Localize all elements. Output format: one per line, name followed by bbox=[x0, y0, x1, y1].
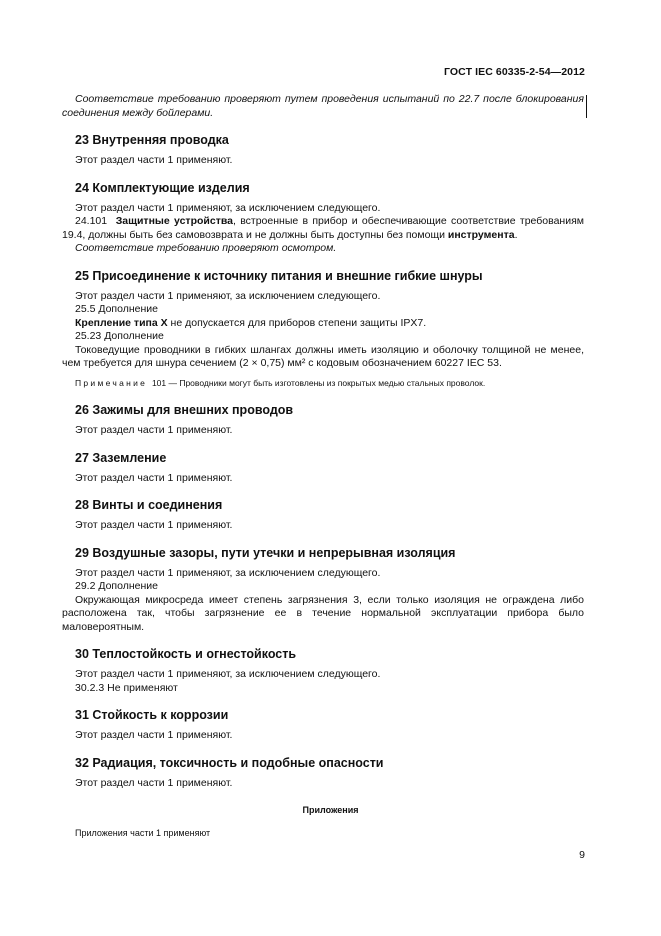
section-title: 24 Комплектующие изделия bbox=[75, 180, 250, 195]
page-number: 9 bbox=[579, 849, 585, 861]
section-text: Этот раздел части 1 применяют, за исключением следующего. bbox=[75, 566, 381, 579]
section-29 bbox=[62, 545, 584, 635]
section-28 bbox=[62, 497, 584, 533]
clause-24-101: 24.101 Защитные устройства, встроенные в прибор и обеспечивающие соответствие требованиям 19.4, должны быть без самовозврата и не должны быть доступны без помощи инструмента. bbox=[62, 215, 585, 241]
section-title: 28 Винты и соединения bbox=[75, 498, 223, 512]
section-text: Этот раздел части 1 применяют. bbox=[75, 424, 233, 436]
intro-paragraph: Соответствие требованию проверяют путем проведения испытаний по 22.7 после блокирования соединения между бойлерами. bbox=[62, 93, 584, 119]
section-text: Этот раздел части 1 применяют, за исключением следующего. bbox=[75, 668, 381, 680]
section-24 bbox=[62, 180, 584, 256]
section-31 bbox=[62, 707, 584, 743]
section-title: 31 Стойкость к коррозии bbox=[75, 708, 229, 722]
appendix-title: Приложения bbox=[302, 805, 359, 815]
section-text: Этот раздел части 1 применяют, за исключением следующего. bbox=[75, 201, 381, 214]
section-text: Этот раздел части 1 применяют. bbox=[75, 776, 233, 789]
change-bar bbox=[586, 95, 587, 118]
clause-29-2-heading: 29.2 Дополнение bbox=[75, 580, 158, 592]
section-text: Этот раздел части 1 применяют. bbox=[75, 519, 233, 531]
section-title: 26 Зажимы для внешних проводов bbox=[75, 403, 294, 417]
note-101: Примечание 101 — Проводники могут быть изготовлены из покрытых медью стальных проволок. bbox=[75, 377, 486, 388]
document-header: ГОСТ IEC 60335-2-54—2012 bbox=[443, 66, 585, 78]
section-title: 30 Теплостойкость и огнестойкость bbox=[75, 647, 297, 661]
section-text: Этот раздел части 1 применяют. bbox=[75, 471, 233, 484]
document-body bbox=[62, 93, 584, 790]
appendix-text: Приложения части 1 применяют bbox=[75, 828, 211, 838]
clause-25-23-heading: 25.23 Дополнение bbox=[75, 330, 164, 342]
section-27 bbox=[62, 450, 584, 486]
compliance-check: Соответствие требованию проверяют осмотром. bbox=[75, 242, 337, 254]
section-30 bbox=[62, 646, 584, 695]
section-title: 32 Радиация, токсичность и подобные опасности bbox=[75, 755, 384, 770]
section-23 bbox=[62, 132, 584, 168]
section-text: Этот раздел части 1 применяют. bbox=[75, 729, 233, 741]
clause-25-5-heading: 25.5 Дополнение bbox=[75, 303, 158, 315]
section-title: 27 Заземление bbox=[75, 450, 167, 465]
clause-29-2-text: Окружающая микросреда имеет степень загрязнения 3, если только изоляция не ограждена либо расположена так, чтобы загрязнение ее в течение нормальной эксплуатации прибора было маловероятным. bbox=[62, 593, 584, 633]
clause-25-5-text: Крепление типа X не допускается для приборов степени защиты IPX7. bbox=[75, 316, 427, 329]
section-25 bbox=[62, 268, 584, 391]
section-text: Этот раздел части 1 применяют, за исключением следующего. bbox=[75, 289, 381, 302]
section-title: 23 Внутренняя проводка bbox=[75, 133, 229, 147]
section-text: Этот раздел части 1 применяют. bbox=[75, 154, 233, 166]
clause-25-23-text: Токоведущие проводники в гибких шлангах должны иметь изоляцию и оболочку толщиной не менее, чем требуется для шнура сечением (2 × 0,75) мм² с кодовым обозначением 60227 IEC 53. bbox=[62, 343, 584, 369]
clause-30-2-3: 30.2.3 Не применяют bbox=[75, 681, 178, 694]
section-32 bbox=[62, 755, 584, 791]
section-title: 25 Присоединение к источнику питания и внешние гибкие шнуры bbox=[75, 268, 483, 283]
section-title: 29 Воздушные зазоры, пути утечки и непрерывная изоляция bbox=[75, 545, 456, 560]
section-26 bbox=[62, 402, 584, 438]
